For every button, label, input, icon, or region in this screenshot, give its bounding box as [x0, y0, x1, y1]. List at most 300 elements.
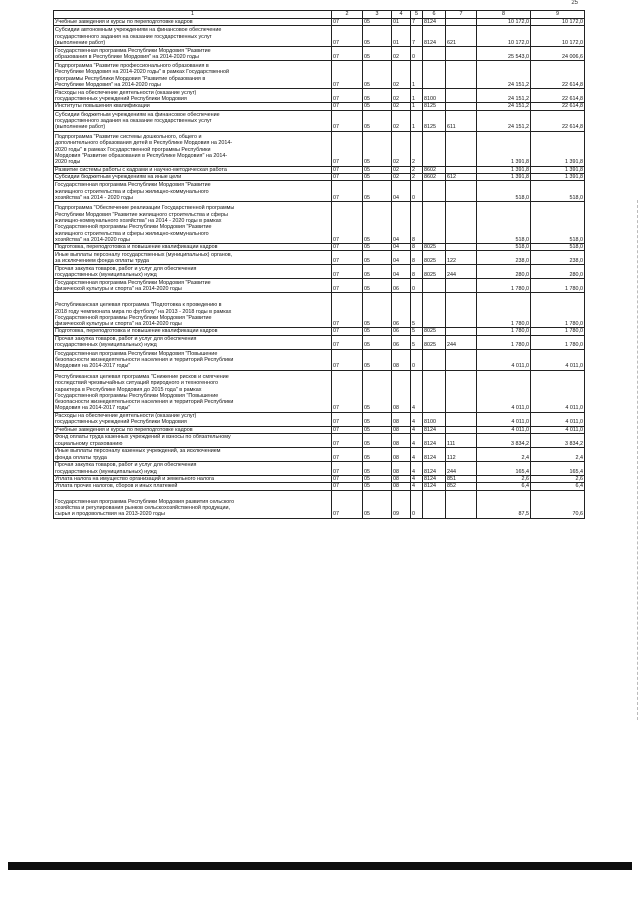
row-value-cell: 1 391,8 — [531, 131, 585, 166]
table-row — [54, 89, 585, 103]
row-name-cell: Подготовка, переподготовка и повышение квалификации кадров — [54, 244, 332, 251]
row-value-cell: 111 — [446, 434, 477, 448]
row-value-cell — [423, 349, 446, 370]
row-value-cell: 05 — [363, 293, 392, 328]
row-name-cell: Государственная программа Республики Мордовия "Повышение безопасности жизнедеятельности населения и территорий Республики Мордовия на 2014-2017 годы" — [54, 349, 332, 370]
row-name-cell: Субсидии автономным учреждениям на финансовое обеспечение государственного задания на оказание государственных услуг (выполнение работ) — [54, 26, 332, 47]
row-value-cell: 08 — [392, 434, 411, 448]
row-value-cell: 1 780,0 — [531, 279, 585, 293]
row-value-cell: 07 — [332, 26, 363, 47]
row-value-cell — [446, 202, 477, 244]
row-value-cell: 07 — [332, 19, 363, 26]
row-value-cell: 4 011,0 — [477, 370, 531, 412]
row-value-cell: 02 — [392, 173, 411, 180]
row-value-cell: 07 — [332, 462, 363, 476]
row-value-cell: 4 — [411, 448, 423, 462]
row-value-cell: 2,6 — [477, 476, 531, 483]
row-name-cell: Прочая закупка товаров, работ и услуг для обеспечения государственных (муниципальных) нужд — [54, 462, 332, 476]
row-value-cell — [446, 412, 477, 426]
row-value-cell: 24 151,2 — [477, 61, 531, 89]
table-row — [54, 370, 585, 412]
row-value-cell: 07 — [332, 490, 363, 518]
row-value-cell: 04 — [392, 251, 411, 265]
row-value-cell: 22 614,8 — [531, 61, 585, 89]
row-value-cell: 4 011,0 — [477, 349, 531, 370]
row-value-cell: 611 — [446, 110, 477, 131]
row-value-cell — [423, 490, 446, 518]
row-value-cell: 8 — [411, 265, 423, 279]
row-value-cell: 8124 — [423, 462, 446, 476]
row-value-cell: 4 011,0 — [531, 349, 585, 370]
row-value-cell: 1 — [411, 110, 423, 131]
row-value-cell — [446, 426, 477, 433]
row-value-cell: 1 780,0 — [477, 335, 531, 349]
row-value-cell: 0 — [411, 490, 423, 518]
row-value-cell: 8100 — [423, 412, 446, 426]
table-row — [54, 19, 585, 26]
row-value-cell: 08 — [392, 426, 411, 433]
table-row — [54, 426, 585, 433]
row-value-cell: 518,0 — [531, 244, 585, 251]
row-value-cell: 08 — [392, 448, 411, 462]
row-value-cell: 8025 — [423, 244, 446, 251]
column-header: 6 — [423, 11, 446, 19]
row-value-cell: 518,0 — [531, 202, 585, 244]
row-value-cell — [423, 47, 446, 61]
row-value-cell: 07 — [332, 412, 363, 426]
row-value-cell: 1 391,8 — [477, 166, 531, 173]
row-value-cell — [446, 293, 477, 328]
row-value-cell: 7 — [411, 26, 423, 47]
row-value-cell: 07 — [332, 131, 363, 166]
row-value-cell: 518,0 — [531, 181, 585, 202]
row-name-cell: Учебные заведения и курсы по переподготовке кадров — [54, 19, 332, 26]
row-value-cell: 07 — [332, 202, 363, 244]
table-row — [54, 490, 585, 518]
row-value-cell: 07 — [332, 251, 363, 265]
row-value-cell: 0 — [411, 279, 423, 293]
row-value-cell: 07 — [332, 426, 363, 433]
row-value-cell: 05 — [363, 448, 392, 462]
row-value-cell: 07 — [332, 110, 363, 131]
row-value-cell — [446, 103, 477, 110]
row-value-cell: 122 — [446, 251, 477, 265]
row-value-cell: 4 — [411, 412, 423, 426]
row-value-cell: 8125 — [423, 103, 446, 110]
row-value-cell: 05 — [363, 202, 392, 244]
row-value-cell: 07 — [332, 328, 363, 335]
row-value-cell: 02 — [392, 47, 411, 61]
row-value-cell: 1 391,8 — [477, 131, 531, 166]
row-value-cell: 04 — [392, 202, 411, 244]
row-value-cell: 07 — [332, 244, 363, 251]
column-header: 2 — [332, 11, 363, 19]
row-value-cell: 07 — [332, 434, 363, 448]
row-value-cell: 4 — [411, 426, 423, 433]
row-value-cell: 2,6 — [531, 476, 585, 483]
row-value-cell: 0 — [411, 181, 423, 202]
row-name-cell: Учебные заведения и курсы по переподготовке кадров — [54, 426, 332, 433]
row-value-cell — [446, 61, 477, 89]
row-name-cell: Иные выплаты персоналу казенных учреждений, за исключением фонда оплаты труда — [54, 448, 332, 462]
row-value-cell: 01 — [392, 19, 411, 26]
row-value-cell: 05 — [363, 349, 392, 370]
row-value-cell — [446, 328, 477, 335]
row-value-cell: 4 011,0 — [531, 412, 585, 426]
row-value-cell: 518,0 — [477, 244, 531, 251]
row-value-cell: 6,4 — [477, 483, 531, 490]
row-value-cell — [446, 490, 477, 518]
row-value-cell — [423, 61, 446, 89]
row-value-cell: 05 — [363, 166, 392, 173]
row-name-cell: Государственная программа Республики Мордовия развития сельского хозяйства и регулирования рынков сельскохозяйственной продукции, сырья и продовольствия на 2013-2020 годы — [54, 490, 332, 518]
row-value-cell: 05 — [363, 19, 392, 26]
row-value-cell: 8100 — [423, 89, 446, 103]
row-value-cell: 02 — [392, 166, 411, 173]
row-value-cell — [446, 89, 477, 103]
scan-bottom-edge — [8, 862, 632, 870]
row-value-cell: 22 614,8 — [531, 103, 585, 110]
row-value-cell — [423, 181, 446, 202]
row-value-cell: 08 — [392, 370, 411, 412]
row-value-cell — [446, 279, 477, 293]
row-value-cell: 05 — [363, 244, 392, 251]
row-value-cell: 10 172,0 — [531, 19, 585, 26]
row-value-cell: 07 — [332, 47, 363, 61]
page-number: 25 — [571, 0, 578, 6]
row-value-cell: 07 — [332, 181, 363, 202]
row-value-cell: 8124 — [423, 483, 446, 490]
table-row — [54, 462, 585, 476]
row-value-cell: 238,0 — [531, 251, 585, 265]
table-row — [54, 412, 585, 426]
row-value-cell: 7 — [411, 19, 423, 26]
row-value-cell: 1 780,0 — [531, 335, 585, 349]
row-value-cell: 07 — [332, 279, 363, 293]
row-value-cell: 0 — [411, 349, 423, 370]
row-value-cell: 8 — [411, 244, 423, 251]
table-row — [54, 293, 585, 328]
table-row — [54, 166, 585, 173]
row-value-cell: 05 — [363, 476, 392, 483]
row-value-cell — [446, 166, 477, 173]
row-value-cell: 05 — [363, 110, 392, 131]
row-value-cell: 2 — [411, 131, 423, 166]
row-value-cell: 8602 — [423, 173, 446, 180]
row-value-cell: 70,6 — [531, 490, 585, 518]
row-value-cell: 4 — [411, 434, 423, 448]
row-value-cell: 07 — [332, 476, 363, 483]
row-value-cell: 04 — [392, 244, 411, 251]
row-name-cell: Подпрограмма "Развитие профессионального образования в Республике Мордовия на 2014-2020 годы" в рамках Государственной программы Республики Мордовия "Развитие образования в Республике Мордовия" на 2014-2020 годы — [54, 61, 332, 89]
row-name-cell: Субсидии бюджетным учреждениям на иные цели — [54, 173, 332, 180]
table-row — [54, 448, 585, 462]
row-value-cell — [423, 293, 446, 328]
row-value-cell: 07 — [332, 166, 363, 173]
row-value-cell: 612 — [446, 173, 477, 180]
row-value-cell: 07 — [332, 173, 363, 180]
row-value-cell: 05 — [363, 412, 392, 426]
table-row — [54, 47, 585, 61]
table-row — [54, 61, 585, 89]
row-value-cell: 8025 — [423, 251, 446, 265]
row-value-cell: 05 — [363, 61, 392, 89]
row-name-cell: Фонд оплаты труда казенных учреждений и взносы по обязательному социальному страхованию — [54, 434, 332, 448]
row-value-cell: 06 — [392, 279, 411, 293]
row-value-cell: 8124 — [423, 19, 446, 26]
row-value-cell: 07 — [332, 89, 363, 103]
row-value-cell: 851 — [446, 476, 477, 483]
row-value-cell: 05 — [363, 173, 392, 180]
column-header: 5 — [411, 11, 423, 19]
row-value-cell: 8124 — [423, 476, 446, 483]
row-value-cell: 1 391,8 — [531, 173, 585, 180]
row-name-cell: Развитие системы работы с кадрами и научно-методическая работа — [54, 166, 332, 173]
table-row — [54, 202, 585, 244]
table-row — [54, 103, 585, 110]
row-value-cell: 05 — [363, 47, 392, 61]
row-value-cell: 165,4 — [477, 462, 531, 476]
row-value-cell: 3 834,2 — [477, 434, 531, 448]
row-value-cell: 4 — [411, 462, 423, 476]
row-value-cell: 4 011,0 — [531, 370, 585, 412]
row-value-cell: 07 — [332, 265, 363, 279]
row-value-cell: 08 — [392, 462, 411, 476]
row-value-cell: 4 — [411, 476, 423, 483]
row-value-cell: 05 — [363, 335, 392, 349]
row-value-cell: 2,4 — [531, 448, 585, 462]
row-value-cell: 05 — [363, 426, 392, 433]
row-value-cell: 05 — [363, 370, 392, 412]
row-value-cell — [423, 131, 446, 166]
row-value-cell: 1 — [411, 89, 423, 103]
row-value-cell: 621 — [446, 26, 477, 47]
row-value-cell: 6,4 — [531, 483, 585, 490]
row-name-cell: Прочая закупка товаров, работ и услуг для обеспечения государственных (муниципальных) нужд — [54, 265, 332, 279]
row-value-cell: 4 — [411, 483, 423, 490]
table-row — [54, 483, 585, 490]
row-value-cell: 1 780,0 — [477, 293, 531, 328]
row-value-cell — [446, 244, 477, 251]
row-value-cell: 4 011,0 — [477, 412, 531, 426]
row-value-cell — [446, 349, 477, 370]
row-name-cell: Республиканская целевая программа "Снижение рисков и смягчение последствий чрезвычайных ситуаций природного и техногенного характера в Республике Мордовия до 2015 года" в рамках Государственной программы Республики Мордовия "Повышение безопасности жизнедеятельности населения и территорий Республики Мордовия на 2014-2017 годы" — [54, 370, 332, 412]
table-row — [54, 110, 585, 131]
row-value-cell: 518,0 — [477, 202, 531, 244]
row-value-cell: 8 — [411, 202, 423, 244]
row-value-cell: 8025 — [423, 265, 446, 279]
row-value-cell: 05 — [363, 279, 392, 293]
row-name-cell: Государственная программа Республики Мордовия "Развитие жилищного строительства и сферы жилищно-коммунального хозяйства" на 2014 - 2020 годы — [54, 181, 332, 202]
row-value-cell: 07 — [332, 448, 363, 462]
table-row — [54, 173, 585, 180]
table-body — [54, 19, 585, 519]
column-header: 4 — [392, 11, 411, 19]
table-row — [54, 131, 585, 166]
row-name-cell: Уплата прочих налогов, сборов и иных платежей — [54, 483, 332, 490]
row-value-cell: 87,5 — [477, 490, 531, 518]
row-value-cell: 07 — [332, 483, 363, 490]
row-value-cell: 280,0 — [477, 265, 531, 279]
row-value-cell: 25 543,0 — [477, 47, 531, 61]
row-value-cell — [446, 47, 477, 61]
row-value-cell: 05 — [363, 328, 392, 335]
row-value-cell: 24 151,2 — [477, 110, 531, 131]
table-row — [54, 328, 585, 335]
row-value-cell — [446, 131, 477, 166]
row-value-cell: 5 — [411, 335, 423, 349]
row-value-cell: 4 — [411, 370, 423, 412]
row-value-cell: 22 614,8 — [531, 110, 585, 131]
table-row — [54, 251, 585, 265]
row-value-cell: 06 — [392, 328, 411, 335]
row-value-cell: 1 391,8 — [477, 173, 531, 180]
row-value-cell: 07 — [332, 370, 363, 412]
column-header: 8 — [477, 11, 531, 19]
table-row — [54, 26, 585, 47]
row-value-cell: 02 — [392, 61, 411, 89]
row-value-cell — [446, 370, 477, 412]
row-value-cell: 24 151,2 — [477, 89, 531, 103]
row-value-cell: 09 — [392, 490, 411, 518]
row-value-cell: 05 — [363, 89, 392, 103]
row-value-cell: 05 — [363, 131, 392, 166]
column-header: 7 — [446, 11, 477, 19]
row-value-cell: 1 780,0 — [531, 328, 585, 335]
row-value-cell: 04 — [392, 181, 411, 202]
row-value-cell: 10 172,0 — [531, 26, 585, 47]
row-name-cell: Подготовка, переподготовка и повышение квалификации кадров — [54, 328, 332, 335]
budget-table — [53, 10, 585, 519]
row-value-cell: 4 011,0 — [477, 426, 531, 433]
table-row — [54, 349, 585, 370]
row-value-cell — [423, 370, 446, 412]
row-value-cell: 5 — [411, 328, 423, 335]
row-value-cell — [446, 181, 477, 202]
column-header: 3 — [363, 11, 392, 19]
row-value-cell: 8124 — [423, 426, 446, 433]
row-name-cell: Государственная программа Республики Мордовия "Развитие физической культуры и спорта" на 2014-2020 годы — [54, 279, 332, 293]
row-value-cell: 244 — [446, 265, 477, 279]
row-value-cell: 8125 — [423, 110, 446, 131]
row-value-cell: 1 391,8 — [531, 166, 585, 173]
row-value-cell — [446, 19, 477, 26]
row-value-cell — [423, 279, 446, 293]
row-value-cell: 8025 — [423, 335, 446, 349]
row-value-cell: 22 614,8 — [531, 89, 585, 103]
row-value-cell: 06 — [392, 335, 411, 349]
row-value-cell: 0 — [411, 47, 423, 61]
row-value-cell: 05 — [363, 26, 392, 47]
row-value-cell: 112 — [446, 448, 477, 462]
row-value-cell: 07 — [332, 293, 363, 328]
row-value-cell: 8025 — [423, 328, 446, 335]
row-value-cell: 238,0 — [477, 251, 531, 265]
row-name-cell: Расходы на обеспечение деятельности (оказание услуг) государственных учреждений Республики Мордовия — [54, 89, 332, 103]
row-value-cell — [423, 202, 446, 244]
scan-edge-marks — [636, 200, 638, 720]
row-value-cell: 05 — [363, 490, 392, 518]
row-value-cell: 08 — [392, 349, 411, 370]
row-value-cell: 02 — [392, 89, 411, 103]
row-value-cell: 05 — [363, 181, 392, 202]
row-name-cell: Уплата налога на имущество организаций и земельного налога — [54, 476, 332, 483]
row-value-cell: 2 — [411, 166, 423, 173]
row-value-cell: 1 780,0 — [531, 293, 585, 328]
row-value-cell: 24 151,2 — [477, 103, 531, 110]
row-value-cell: 05 — [363, 434, 392, 448]
row-value-cell: 5 — [411, 293, 423, 328]
row-name-cell: Прочая закупка товаров, работ и услуг для обеспечения государственных (муниципальных) нужд — [54, 335, 332, 349]
row-value-cell: 852 — [446, 483, 477, 490]
row-value-cell: 02 — [392, 110, 411, 131]
row-value-cell: 1 780,0 — [477, 279, 531, 293]
table-row — [54, 279, 585, 293]
column-header: 9 — [531, 11, 585, 19]
row-value-cell: 01 — [392, 26, 411, 47]
row-value-cell: 8124 — [423, 26, 446, 47]
row-value-cell: 8602 — [423, 166, 446, 173]
table-row — [54, 265, 585, 279]
row-name-cell: Подпрограмма "Развитие системы дошкольного, общего и дополнительного образования детей в Республике Мордовия на 2014- 2020 годы" в рамках Государственной программы Республики Мордовия "Развитие образования в Республике Мордовия" на 2014- 2020 годы — [54, 131, 332, 166]
row-value-cell: 02 — [392, 103, 411, 110]
row-value-cell: 2 — [411, 173, 423, 180]
row-value-cell: 07 — [332, 103, 363, 110]
row-value-cell: 02 — [392, 131, 411, 166]
row-value-cell: 244 — [446, 335, 477, 349]
row-value-cell: 05 — [363, 265, 392, 279]
table-row — [54, 335, 585, 349]
row-name-cell: Подпрограмма "Обеспечение реализации Государственной программы Республики Мордовия "Развитие жилищного строительства и сферы жилищно-коммунального хозяйства" на 2014 - 2020 годы в рамках Государственной программы Республики Мордовия "Развитие жилищного строительства и сферы жилищно-коммунального хозяйства" на 2014-2020 годы — [54, 202, 332, 244]
row-value-cell: 518,0 — [477, 181, 531, 202]
row-value-cell: 10 172,0 — [477, 19, 531, 26]
row-value-cell: 04 — [392, 265, 411, 279]
row-value-cell: 244 — [446, 462, 477, 476]
row-value-cell: 05 — [363, 103, 392, 110]
row-value-cell: 3 834,2 — [531, 434, 585, 448]
table-row — [54, 476, 585, 483]
row-value-cell: 2,4 — [477, 448, 531, 462]
table-row — [54, 244, 585, 251]
row-name-cell: Институты повышения квалификации — [54, 103, 332, 110]
row-value-cell: 06 — [392, 293, 411, 328]
column-header: 1 — [54, 11, 332, 19]
row-value-cell: 1 — [411, 61, 423, 89]
row-value-cell: 1 — [411, 103, 423, 110]
row-value-cell: 280,0 — [531, 265, 585, 279]
row-value-cell: 1 780,0 — [477, 328, 531, 335]
row-value-cell: 08 — [392, 483, 411, 490]
row-value-cell: 4 011,0 — [531, 426, 585, 433]
row-value-cell: 07 — [332, 61, 363, 89]
row-value-cell: 07 — [332, 349, 363, 370]
row-name-cell: Республиканская целевая программа "Подготовка к проведению в 2018 году чемпионата мира по футболу" на 2013 - 2018 годы в рамках Государственной программы Республики Мордовия "Развитие физической культуры и спорта" на 2014-2020 годы — [54, 293, 332, 328]
table-header-row — [54, 11, 585, 19]
row-value-cell: 8124 — [423, 448, 446, 462]
table-row — [54, 181, 585, 202]
table-row — [54, 434, 585, 448]
row-name-cell: Государственная программа Республики Мордовия "Развитие образования в Республике Мордовия" на 2014-2020 годы — [54, 47, 332, 61]
row-value-cell: 05 — [363, 251, 392, 265]
row-name-cell: Субсидии бюджетным учреждениям на финансовое обеспечение государственного задания на оказание государственных услуг (выполнение работ) — [54, 110, 332, 131]
row-value-cell: 8124 — [423, 434, 446, 448]
row-value-cell: 8 — [411, 251, 423, 265]
row-value-cell: 10 172,0 — [477, 26, 531, 47]
row-value-cell: 08 — [392, 412, 411, 426]
row-value-cell: 165,4 — [531, 462, 585, 476]
row-value-cell: 08 — [392, 476, 411, 483]
row-value-cell: 05 — [363, 462, 392, 476]
